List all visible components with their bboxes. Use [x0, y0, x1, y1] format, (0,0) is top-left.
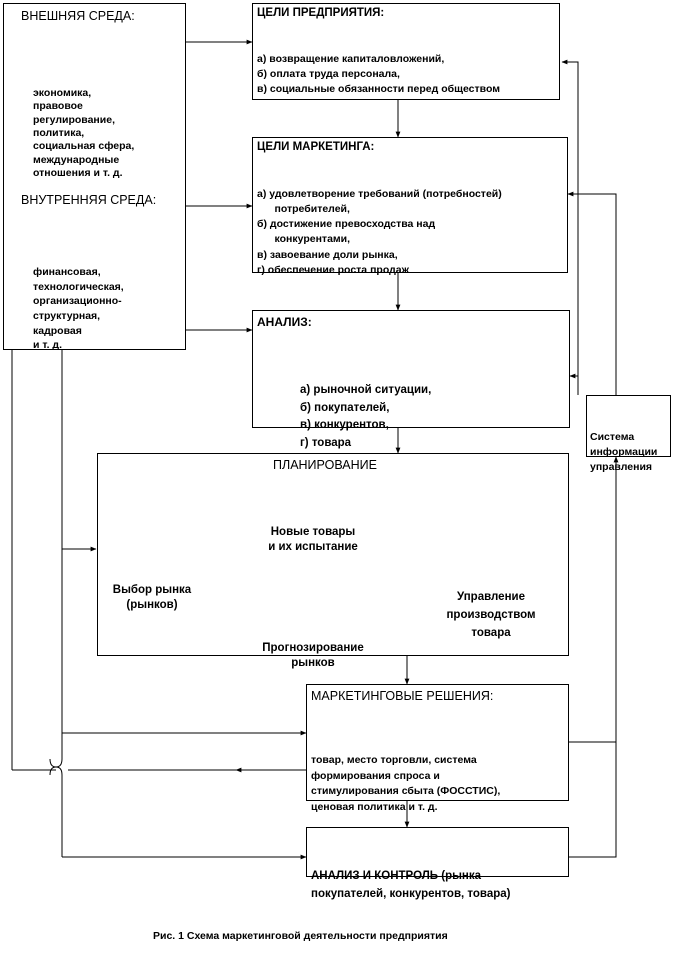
- marketing-decisions-title: МАРКЕТИНГОВЫЕ РЕШЕНИЯ:: [311, 689, 494, 703]
- mis-label: Система информации управления: [590, 431, 658, 473]
- analysis-control-label: АНАЛИЗ И КОНТРОЛЬ (рынка покупателей, конкурентов, товара): [311, 870, 511, 900]
- enterprise-goals-title: ЦЕЛИ ПРЕДПРИЯТИЯ:: [257, 7, 385, 19]
- external-environment-title: ВНЕШНЯЯ СРЕДА:: [21, 9, 135, 23]
- plan-market-choice: Выбор рынка (рынков): [112, 584, 192, 611]
- analysis-items: а) рыночной ситуации, б) покупателей, в) конкурентов, г) товара: [300, 384, 432, 449]
- arrow-mis-to-analysis: [570, 62, 578, 376]
- planning-title: ПЛАНИРОВАНИЕ: [273, 458, 377, 472]
- marketing-goals-title: ЦЕЛИ МАРКЕТИНГА:: [257, 141, 375, 153]
- left-bus-jump: [50, 759, 62, 767]
- plan-market-forecasting: Прогнозирование рынков: [262, 642, 364, 669]
- analysis-title: АНАЛИЗ:: [257, 315, 312, 329]
- arrow-mis-to-marketing-goals: [568, 194, 616, 395]
- arrow-control-to-mis: [569, 457, 616, 857]
- marketing-decisions-items: товар, место торговли, система формирования спроса и стимулирования сбыта (ФОССТИС), ценовая политика и т. д.: [311, 754, 501, 813]
- plan-production-management: Управление производством товара: [446, 591, 536, 639]
- external-environment-items: экономика, правовое регулирование, политика, социальная сфера, международные отношения и т. д.: [33, 86, 135, 180]
- marketing-goals-items: а) удовлетворение требований (потребностей) потребителей, б) достижение превосходства над конкурентами, в) завоевание доли рынка, г) обеспечение роста продаж: [257, 187, 502, 277]
- enterprise-goals-items: а) возвращение капиталовложений, б) оплата труда персонала, в) социальные обязанности перед обществом: [257, 53, 501, 95]
- internal-environment-items: финансовая, технологическая, организационно- структурная, кадровая и т. д.: [33, 266, 124, 352]
- plan-new-products: Новые товары и их испытание: [268, 526, 358, 553]
- internal-environment-title: ВНУТРЕННЯЯ СРЕДА:: [21, 193, 157, 207]
- figure-caption: Рис. 1 Схема маркетинговой деятельности предприятия: [153, 930, 448, 942]
